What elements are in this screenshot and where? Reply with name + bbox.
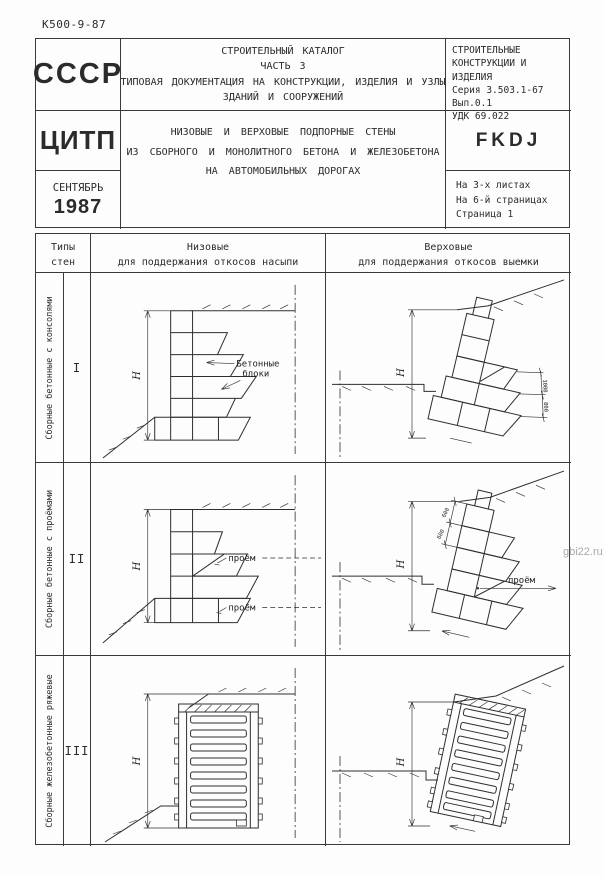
dim-value: 600 — [441, 507, 452, 519]
numeral-text: II — [68, 552, 86, 566]
series-line: СТРОИТЕЛЬНЫЕ — [452, 45, 521, 56]
numeral-text: I — [72, 360, 82, 375]
slope-line — [105, 806, 179, 842]
slope-line — [454, 666, 564, 702]
row2-lower-drawing-cell — [91, 463, 326, 656]
drawing-type1-upper-wall — [326, 273, 571, 462]
catalog-line: ЗДАНИЙ И СООРУЖЕНИЙ — [222, 92, 344, 103]
dim-H-label: Н — [131, 561, 143, 571]
catalog-line: ЧАСТЬ 3 — [260, 61, 306, 72]
slope-hatch — [494, 294, 543, 311]
slope-line — [460, 471, 564, 501]
header-stamp — [32, 38, 570, 228]
sheets-line: На 3-х листах — [456, 180, 531, 191]
opening-callout-lower — [216, 603, 321, 613]
callout-text: блоки — [242, 369, 270, 380]
dim-H-label: Н — [395, 368, 408, 377]
page-number-line: Страница 1 — [456, 209, 514, 221]
concrete-blocks-callout — [207, 360, 280, 390]
opening-callout — [477, 576, 556, 591]
row3-type-label-cell — [36, 656, 64, 846]
height-dimension — [132, 509, 171, 622]
ground-hatch — [203, 305, 289, 309]
header-text: для поддержания откосов выемки — [358, 257, 539, 268]
catalog-line: СТРОИТЕЛЬНЫЙ КАТАЛОГ — [221, 45, 345, 57]
series-line: ИЗДЕЛИЯ — [452, 71, 493, 83]
ground-hatch — [342, 773, 419, 777]
column-header-types — [36, 234, 91, 273]
publisher-cell — [36, 111, 121, 171]
ground-line — [189, 694, 296, 708]
udk-line: УДК 69.022 — [452, 111, 510, 123]
row3-numeral — [64, 656, 91, 846]
date-month: СЕНТЯБРЬ — [52, 181, 104, 194]
title-line: НА АВТОМОБИЛЬНЫХ ДОРОГАХ — [205, 166, 361, 177]
dim-H-label: Н — [131, 756, 143, 766]
dim-H-label: Н — [396, 757, 407, 767]
row3-lower-drawing-cell — [91, 656, 326, 846]
ground-hatch — [342, 578, 417, 582]
code-label: FKDJ — [475, 129, 542, 151]
title-line: НИЗОВЫЕ И ВЕРХОВЫЕ ПОДПОРНЫЕ СТЕНЫ — [170, 127, 396, 138]
ground-hatch — [218, 688, 286, 692]
column-header-lower-walls — [91, 234, 326, 273]
title-line: ИЗ СБОРНОГО И МОНОЛИТНОГО БЕТОНА И ЖЕЛЕЗОБЕТОНА — [126, 146, 440, 158]
numeral-text: III — [64, 744, 90, 758]
drawing-type3-lower-wall — [91, 656, 325, 846]
org-cell — [32, 39, 124, 111]
dim-value: 800 — [542, 401, 549, 413]
document-code: К500-9-87 — [42, 18, 107, 31]
row1-type-label-cell — [36, 273, 64, 463]
crib-wall — [175, 704, 263, 828]
series-line: КОНСТРУКЦИИ И — [452, 58, 527, 70]
row2-type-label-cell — [36, 463, 64, 656]
wall-types-table — [35, 233, 570, 845]
sheets-line: На 6-й страницах — [456, 194, 548, 206]
date-year: 1987 — [53, 195, 103, 218]
callout-text: проём — [228, 603, 256, 614]
block-wall — [155, 311, 257, 440]
ground-hatch — [203, 503, 289, 507]
org-label: СССР — [32, 58, 124, 90]
row2-type-label: Сборные бетонные с проёмами — [44, 489, 55, 629]
dim-value: 600 — [436, 528, 447, 541]
slope-hatch — [496, 485, 545, 502]
header-text: Низовые — [186, 242, 230, 253]
drawing-type2-lower-wall — [91, 463, 325, 655]
tilted-block-wall — [425, 293, 570, 459]
row2-upper-drawing-cell — [326, 463, 571, 656]
callout-text: проём — [228, 553, 256, 565]
series-line: Вып.0.1 — [452, 98, 493, 110]
drawing-type1-lower-wall — [91, 273, 325, 462]
row1-lower-drawing-cell — [91, 273, 326, 463]
column-header-upper-walls — [326, 234, 571, 273]
series-line: Серия 3.503.1-67 — [452, 84, 544, 96]
ground-line — [332, 384, 436, 391]
header-text: Типы — [50, 242, 76, 253]
sheets-cell — [446, 171, 571, 229]
drawing-type2-upper-wall — [326, 463, 571, 655]
callout-text: проём — [508, 576, 536, 587]
date-cell — [36, 171, 121, 229]
row2-numeral — [64, 463, 91, 656]
dim-value: 1000 — [541, 379, 548, 393]
row1-upper-drawing-cell — [326, 273, 571, 463]
watermark: gbi22.ru — [563, 546, 603, 558]
tilted-crib-wall — [424, 693, 530, 839]
slope-line — [457, 280, 564, 310]
dim-H-label: Н — [396, 559, 407, 569]
height-dimension — [132, 311, 171, 440]
tilted-block-wall — [416, 483, 546, 650]
opening-callout-upper — [214, 554, 321, 565]
header-text: Верховые — [424, 242, 473, 253]
catalog-cell — [121, 39, 446, 111]
ground-hatch — [342, 386, 415, 390]
header-text: стен — [50, 257, 76, 268]
slope-hatch — [502, 683, 551, 701]
row1-numeral — [64, 273, 91, 463]
drawing-type3-upper-wall — [326, 656, 571, 846]
row1-type-label: Сборные бетонные с консолями — [44, 295, 55, 440]
catalog-line: ТИПОВАЯ ДОКУМЕНТАЦИЯ НА КОНСТРУКЦИИ, ИЗДЕЛИЯ И УЗЛЫ — [120, 76, 446, 88]
header-text: для поддержания откосов насыпи — [117, 257, 299, 268]
row3-upper-drawing-cell — [326, 656, 571, 846]
title-cell — [121, 111, 446, 229]
height-dimension — [396, 310, 457, 438]
callout-text: Бетонные — [236, 359, 280, 370]
series-cell — [446, 39, 571, 123]
dim-H-label: Н — [131, 371, 143, 380]
code-cell — [446, 111, 571, 171]
row3-type-label: Сборные железобетонные ряжевые — [44, 674, 55, 828]
publisher-label: ЦИТП — [39, 125, 117, 155]
